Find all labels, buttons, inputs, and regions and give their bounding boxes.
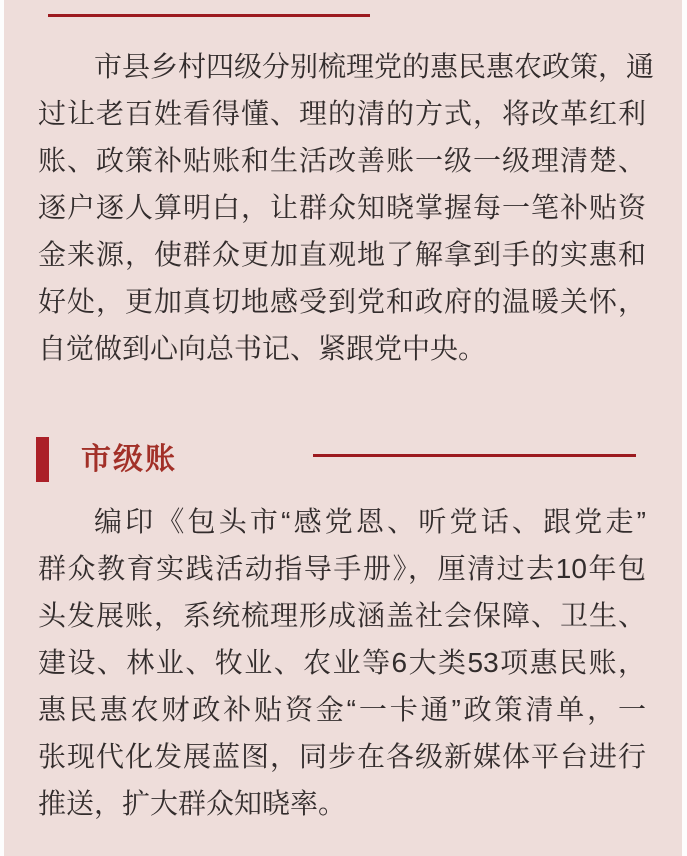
article-content-area bbox=[4, 0, 682, 856]
section-header bbox=[4, 437, 682, 482]
top-divider-rule bbox=[48, 14, 370, 17]
section-divider-rule bbox=[313, 454, 636, 457]
paragraph-city-account bbox=[38, 498, 646, 827]
paragraph-line: 自觉做到心向总书记、紧跟党中央。 bbox=[38, 333, 487, 364]
paragraph-line: 张现代化发展蓝图，同步在各级新媒体平台进行 bbox=[38, 741, 646, 772]
paragraph-line: 金来源，使群众更加直观地了解拿到手的实惠和 bbox=[38, 239, 646, 270]
paragraph-line: 市县乡村四级分别梳理党的惠民惠农政策，通 bbox=[94, 51, 655, 82]
paragraph-line: 编印《包头市“感党恩、听党话、跟党走” bbox=[94, 506, 646, 537]
paragraph-line: 推送，扩大群众知晓率。 bbox=[38, 788, 347, 819]
paragraph-line: 好处，更加真切地感受到党和政府的温暖关怀， bbox=[38, 286, 646, 317]
paragraph-line: 惠民惠农财政补贴资金“一卡通”政策清单，一 bbox=[38, 694, 646, 725]
paragraph-line: 逐户逐人算明白，让群众知晓掌握每一笔补贴资 bbox=[38, 192, 646, 223]
paragraph-line: 建设、林业、牧业、农业等6大类53项惠民账， bbox=[38, 647, 646, 678]
paragraph-line: 账、政策补贴账和生活改善账一级一级理清楚、 bbox=[38, 145, 646, 176]
section-title: 市级账 bbox=[81, 443, 177, 476]
section-marker-bar bbox=[36, 437, 49, 482]
paragraph-line: 头发展账，系统梳理形成涵盖社会保障、卫生、 bbox=[38, 600, 646, 631]
paragraph-policy-overview bbox=[38, 43, 655, 372]
paragraph-line: 过让老百姓看得懂、理的清的方式，将改革红利 bbox=[38, 98, 646, 129]
paragraph-line: 群众教育实践活动指导手册》，厘清过去10年包 bbox=[38, 553, 646, 584]
